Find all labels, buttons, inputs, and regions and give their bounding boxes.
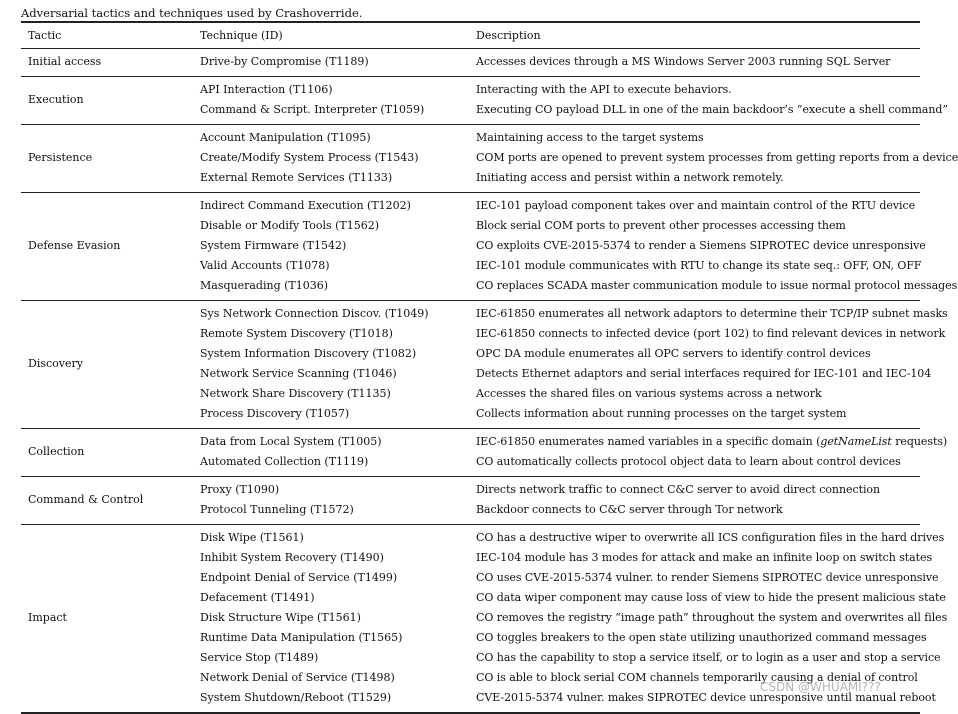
table-row: [21, 168, 920, 188]
description-cell: CO removes the registry “image path” throughout the system and overwrites all files: [476, 611, 948, 624]
description-cell: Interacting with the API to execute behaviors.: [476, 83, 732, 96]
description-cell: CO toggles breakers to the open state utilizing unauthorized command messages: [476, 631, 927, 644]
table-row: [21, 80, 920, 100]
description-cell: Accesses devices through a MS Windows Server 2003 running SQL Server: [476, 55, 891, 68]
description-cell: Detects Ethernet adaptors and serial interfaces required for IEC-101 and IEC-104: [476, 367, 932, 380]
description-cell: Block serial COM ports to prevent other processes accessing them: [476, 219, 846, 232]
technique-cell: Inhibit System Recovery (T1490): [200, 551, 384, 564]
description-cell: Collects information about running processes on the target system: [476, 407, 847, 420]
table-row: [21, 276, 958, 296]
description-cell: OPC DA module enumerates all OPC servers to identify control devices: [476, 347, 871, 360]
description-italic: getNameList: [820, 435, 892, 448]
tactic-label: Impact: [28, 610, 67, 624]
description-cell: CO has the capability to stop a service itself, or to login as a user and stop a service: [476, 651, 941, 664]
technique-cell: Network Denial of Service (T1498): [200, 671, 395, 684]
description-cell: Initiating access and persist within a network remotely.: [476, 171, 784, 184]
table-row: [21, 216, 920, 236]
description-cell: IEC-61850 enumerates all network adaptors to determine their TCP/IP subnet masks: [476, 307, 948, 320]
table-row: [21, 256, 920, 276]
table-header: [21, 22, 920, 48]
header-description: Description: [476, 29, 541, 42]
technique-cell: Command & Script. Interpreter (T1059): [200, 103, 425, 116]
description-cell: CO uses CVE-2015-5374 vulner. to render Siemens SIPROTEC device unresponsive: [476, 571, 939, 584]
table-row: [21, 452, 920, 472]
description-cell: Maintaining access to the target systems: [476, 131, 704, 144]
bottom-rule: [21, 712, 920, 714]
technique-cell: System Information Discovery (T1082): [200, 347, 417, 360]
technique-cell: Sys Network Connection Discov. (T1049): [200, 307, 429, 320]
tactic-label: Execution: [28, 92, 84, 106]
table-row: [21, 100, 948, 120]
technique-cell: Indirect Command Execution (T1202): [200, 199, 411, 212]
tactic-group: [21, 301, 948, 428]
description-cell: Executing CO payload DLL in one of the main backdoor’s “execute a shell command”: [476, 103, 948, 116]
technique-cell: Valid Accounts (T1078): [200, 259, 330, 272]
technique-cell: Runtime Data Manipulation (T1565): [200, 631, 403, 644]
watermark: CSDN @WHUAMI???: [760, 680, 881, 694]
table-row: [21, 628, 927, 648]
table-row: [21, 384, 920, 404]
description-text: IEC-61850 enumerates named variables in a specific domain (: [476, 435, 821, 448]
technique-cell: Disable or Modify Tools (T1562): [200, 219, 380, 232]
technique-cell: External Remote Services (T1133): [200, 171, 393, 184]
table-row: [21, 52, 920, 72]
technique-cell: Data from Local System (T1005): [200, 435, 382, 448]
technique-cell: Drive-by Compromise (T1189): [200, 55, 369, 68]
technique-cell: Process Discovery (T1057): [200, 407, 350, 420]
technique-cell: Protocol Tunneling (T1572): [200, 503, 354, 516]
table-row: [21, 568, 939, 588]
technique-cell: Service Stop (T1489): [200, 651, 319, 664]
description-cell: CO is able to block serial COM channels temporarily causing a denial of control: [476, 671, 918, 684]
technique-cell: API Interaction (T1106): [200, 83, 333, 96]
table-row: [21, 364, 932, 384]
table-row: [21, 588, 946, 608]
tactic-label: Defense Evasion: [28, 238, 121, 252]
technique-cell: Endpoint Denial of Service (T1499): [200, 571, 398, 584]
technique-cell: Disk Structure Wipe (T1561): [200, 611, 361, 624]
table-row: [21, 344, 920, 364]
description-cell: CO has a destructive wiper to overwrite all ICS configuration files in the hard drives: [476, 531, 945, 544]
technique-cell: Account Manipulation (T1095): [200, 131, 371, 144]
description-cell: [476, 435, 947, 448]
table-row: [21, 128, 920, 148]
technique-cell: Network Service Scanning (T1046): [200, 367, 397, 380]
table-row: [21, 648, 941, 668]
table-row: [21, 432, 948, 452]
tactic-label: Persistence: [28, 150, 93, 164]
technique-cell: System Firmware (T1542): [200, 239, 347, 252]
description-cell: CO exploits CVE-2015-5374 to render a Siemens SIPROTEC device unresponsive: [476, 239, 926, 252]
table-row: [21, 548, 933, 568]
description-cell: COM ports are opened to prevent system processes from getting reports from a device: [476, 151, 958, 164]
tactic-group: [21, 77, 948, 124]
tactic-label: Initial access: [28, 54, 102, 68]
tactic-group: [21, 193, 958, 300]
technique-cell: Remote System Discovery (T1018): [200, 327, 393, 340]
technique-cell: Create/Modify System Process (T1543): [200, 151, 419, 164]
description-text: requests): [891, 435, 948, 448]
description-cell: Directs network traffic to connect C&C server to avoid direct connection: [476, 483, 881, 496]
tactic-group: [21, 429, 948, 476]
table-row: [21, 196, 920, 216]
table-row: [21, 324, 946, 344]
tactic-label: Command & Control: [28, 492, 144, 506]
description-cell: IEC-101 payload component takes over and maintain control of the RTU device: [476, 199, 916, 212]
description-cell: CVE-2015-5374 vulner. makes SIPROTEC device unresponsive until manual reboot: [476, 691, 936, 704]
description-cell: CO automatically collects protocol object data to learn about control devices: [476, 455, 901, 468]
table-row: [21, 404, 920, 424]
description-cell: Accesses the shared files on various systems across a network: [476, 387, 822, 400]
description-cell: IEC-101 module communicates with RTU to change its state seq.: OFF, ON, OFF: [476, 259, 922, 272]
table-row: [21, 148, 958, 168]
technique-cell: Network Share Discovery (T1135): [200, 387, 391, 400]
description-cell: Backdoor connects to C&C server through Tor network: [476, 503, 783, 516]
table-row: [21, 480, 920, 500]
tactic-group: [21, 125, 958, 192]
table-row: [21, 500, 920, 520]
technique-cell: Automated Collection (T1119): [200, 455, 369, 468]
description-cell: CO replaces SCADA master communication module to issue normal protocol messages: [476, 279, 958, 292]
table-row: [21, 304, 948, 324]
header-tactic: Tactic: [28, 29, 62, 42]
description-cell: CO data wiper component may cause loss of view to hide the present malicious state: [476, 591, 946, 604]
tactic-group: [21, 49, 920, 76]
technique-cell: Defacement (T1491): [200, 591, 315, 604]
table-row: [21, 236, 926, 256]
table-row: [21, 608, 948, 628]
technique-cell: System Shutdown/Reboot (T1529): [200, 691, 392, 704]
description-cell: IEC-61850 connects to infected device (port 102) to find relevant devices in network: [476, 327, 946, 340]
header-technique: Technique (ID): [200, 29, 283, 42]
tactic-group: [21, 477, 920, 524]
tactic-label: Collection: [28, 444, 85, 458]
technique-cell: Proxy (T1090): [200, 483, 280, 496]
technique-cell: Masquerading (T1036): [200, 279, 329, 292]
technique-cell: Disk Wipe (T1561): [200, 531, 304, 544]
table-row: [21, 528, 945, 548]
tactic-label: Discovery: [28, 356, 83, 370]
table-caption: Adversarial tactics and techniques used by Crashoverride.: [21, 6, 363, 20]
description-cell: IEC-104 module has 3 modes for attack and make an infinite loop on switch states: [476, 551, 933, 564]
